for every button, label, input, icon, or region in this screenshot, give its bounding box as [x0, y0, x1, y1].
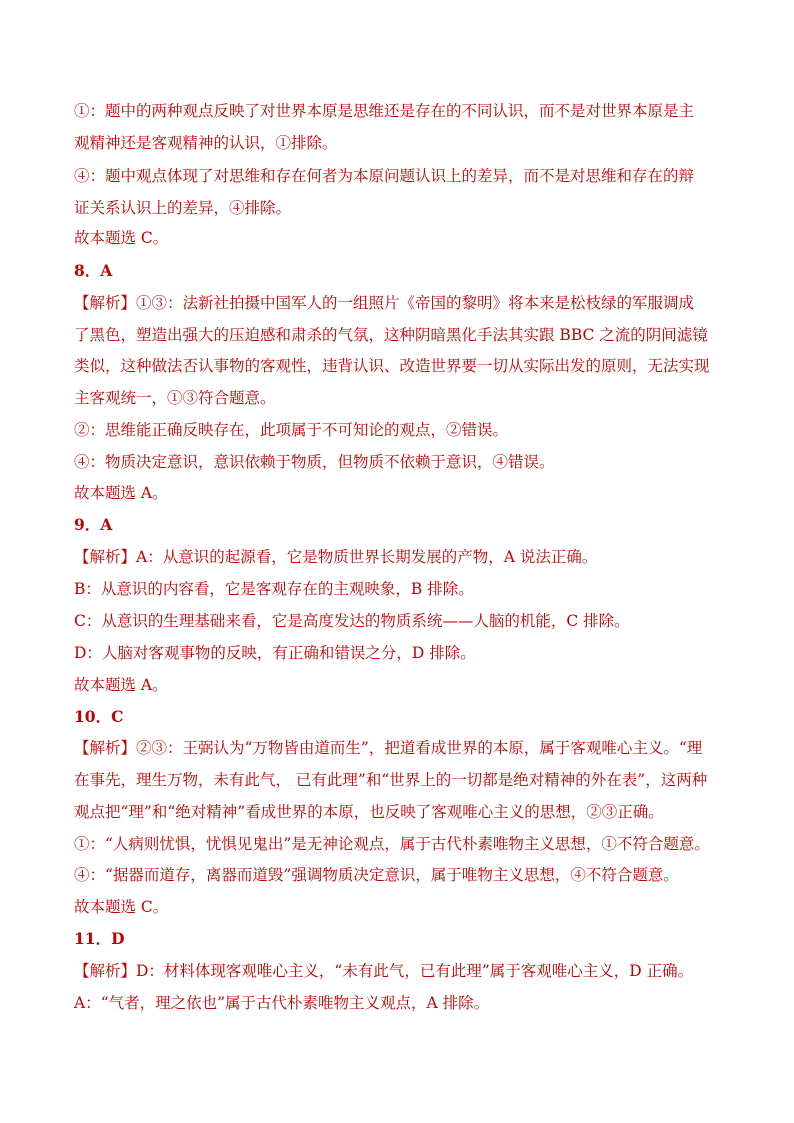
text-line: ①：“人病则忧惧，忧惧见鬼出”是无神论观点，属于古代朴素唯物主义思想，①不符合题意。 — [74, 835, 710, 853]
text-line: A：“气者，理之依也”属于古代朴素唯物主义观点，A 排除。 — [74, 994, 490, 1012]
text-line: ④：“据器而道存，离器而道毁”强调物质决定意识，属于唯物主义思想，④不符合题意。 — [74, 866, 679, 884]
text-line: ②：思维能正确反映存在，此项属于不可知论的观点，②错误。 — [74, 421, 509, 439]
text-line: 故本题选 A。 — [74, 484, 168, 502]
text-line: 观点把“理”和“绝对精神”看成世界的本原，也反映了客观唯心主义的思想，②③正确。 — [74, 803, 664, 821]
text-line: 观精神还是客观精神的认识，①排除。 — [74, 134, 338, 152]
question-number: 8．A — [74, 261, 113, 280]
text-line: 主客观统一，①③符合题意。 — [74, 389, 276, 407]
text-line: 【解析】①③：法新社拍摄中国军人的一组照片《帝国的黎明》将本来是松枝绿的军服调成 — [74, 294, 695, 312]
text-line: D：人脑对客观事物的反映，有正确和错误之分，D 排除。 — [74, 644, 476, 662]
text-line: ④：题中观点体现了对思维和存在何者为本原问题认识上的差异，而不是对思维和存在的辩 — [74, 167, 695, 185]
question-number: 11．D — [74, 929, 125, 948]
text-line: ④：物质决定意识，意识依赖于物质，但物质不依赖于意识，④错误。 — [74, 453, 555, 471]
text-line: ①：题中的两种观点反映了对世界本原是思维还是存在的不同认识，而不是对世界本原是主 — [74, 102, 695, 120]
text-line: 【解析】A：从意识的起源看，它是物质世界长期发展的产物，A 说法正确。 — [74, 548, 598, 566]
text-line: 类似，这种做法否认事物的客观性，违背认识、改造世界要一切从实际出发的原则，无法实现 — [74, 357, 710, 375]
text-line: 故本题选 A。 — [74, 676, 168, 694]
text-line: 故本题选 C。 — [74, 229, 169, 247]
text-line: 了黑色，塑造出强大的压迫感和肃杀的气氛，这种阴暗黑化手法其实跟 BBC 之流的阴间滤镜 — [74, 326, 708, 344]
text-line: 【解析】D：材料体现客观唯心主义，“未有此气，已有此理”属于客观唯心主义，D 正确。 — [74, 962, 694, 980]
text-line: C：从意识的生理基础来看，它是高度发达的物质系统——人脑的机能，C 排除。 — [74, 612, 630, 630]
question-number: 9．A — [74, 515, 113, 534]
text-line: 【解析】②③：王弼认为“万物皆由道而生”，把道看成世界的本原，属于客观唯心主义。“理 — [74, 739, 703, 757]
text-line: B：从意识的内容看，它是客观存在的主观映象，B 排除。 — [74, 580, 474, 598]
question-number: 10．C — [74, 707, 124, 726]
text-line: 在事先，理生万物，未有此气， 已有此理”和“世界上的一切都是绝对精神的外在表”，这两种 — [74, 771, 708, 789]
text-line: 故本题选 C。 — [74, 898, 169, 916]
text-line: 证关系认识上的差异，④排除。 — [74, 199, 292, 217]
